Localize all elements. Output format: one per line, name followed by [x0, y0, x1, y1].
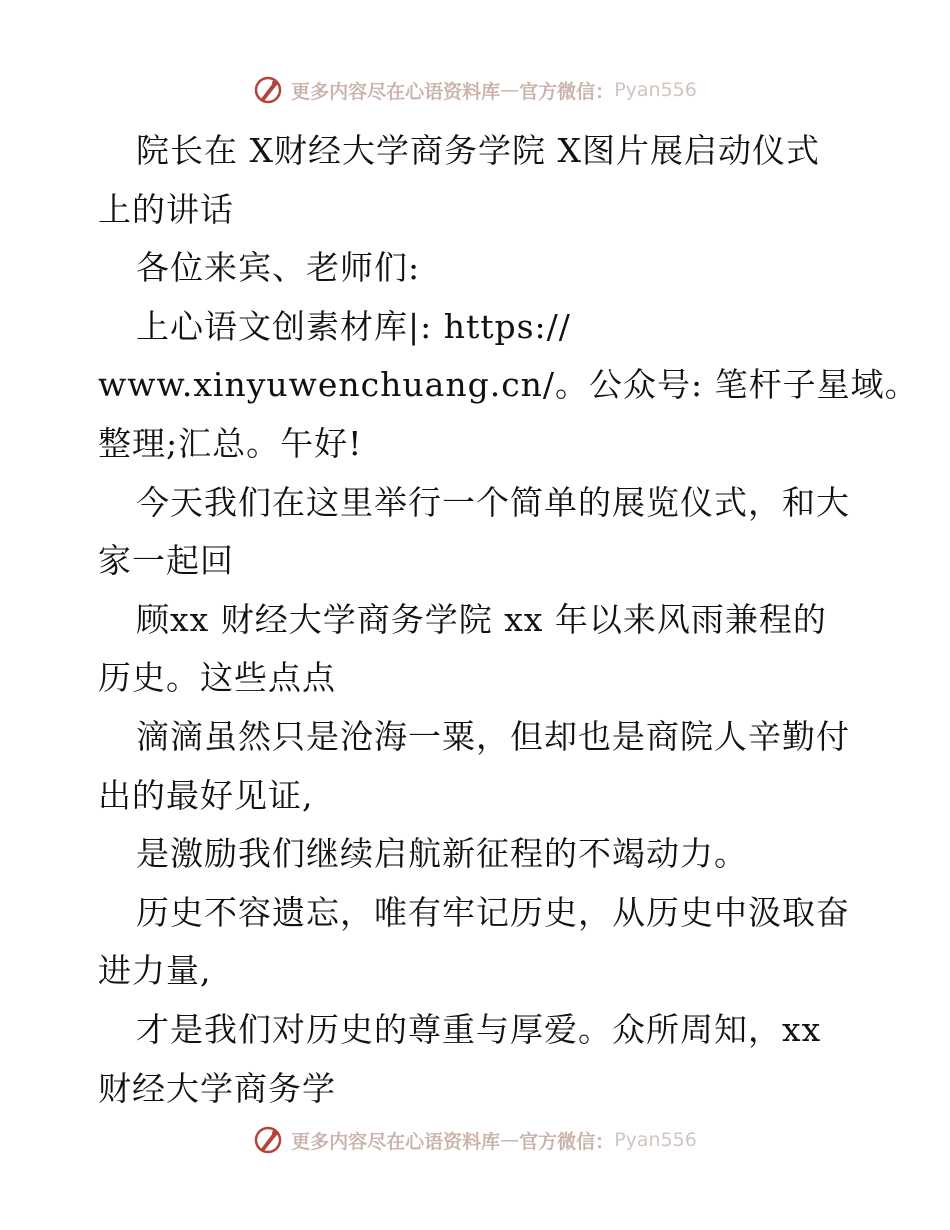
text-line: 上的讲话	[98, 189, 234, 229]
header-watermark	[0, 70, 950, 110]
text-line: 财经大学商务学	[98, 1068, 336, 1108]
banner-wechat-label: 官方微信：	[519, 80, 615, 103]
banner-dash: —	[500, 79, 520, 101]
text-line: 顾xx 财经大学商务学院 xx 年以来风雨兼程的	[136, 599, 827, 639]
text-line: 进力量,	[98, 951, 212, 991]
banner-brand: 更多内容尽在心语资料库	[291, 1130, 501, 1153]
quill-logo-icon	[253, 1125, 283, 1155]
text-line: 院长在 X财经大学商务学院 X图片展启动仪式	[136, 131, 820, 170]
text-line: 历史。这些点点	[98, 658, 336, 698]
text-line: www.xinyuwenchuang.cn/。公众号: 笔杆子星域。	[98, 365, 919, 405]
footer-watermark	[0, 1120, 950, 1160]
text-line: 才是我们对历史的尊重与厚爱。众所周知，xx	[136, 1009, 822, 1049]
text-line: 家一起回	[98, 541, 234, 581]
text-line: 上心语文创素材库|: https://	[136, 306, 571, 346]
banner-brand: 更多内容尽在心语资料库	[291, 80, 501, 103]
text-line: 出的最好见证,	[98, 775, 314, 815]
banner-wechat-id: Pyan556	[614, 1129, 697, 1151]
text-line: 整理;汇总。午好!	[98, 423, 363, 463]
banner-dash: —	[500, 1129, 520, 1151]
text-line: 各位来宾、老师们:	[136, 248, 421, 288]
text-line: 历史不容遗忘，唯有牢记历史，从历史中汲取奋	[136, 892, 850, 932]
quill-logo-icon	[253, 75, 283, 105]
banner-wechat-label: 官方微信：	[519, 1130, 615, 1153]
text-line: 滴滴虽然只是沧海一粟，但却也是商院人辛勤付	[136, 716, 850, 756]
text-line: 是激励我们继续启航新征程的不竭动力。	[136, 834, 748, 874]
text-line: 今天我们在这里举行一个简单的展览仪式，和大	[136, 482, 850, 522]
banner-wechat-id: Pyan556	[614, 79, 697, 101]
document-body	[98, 122, 919, 1118]
